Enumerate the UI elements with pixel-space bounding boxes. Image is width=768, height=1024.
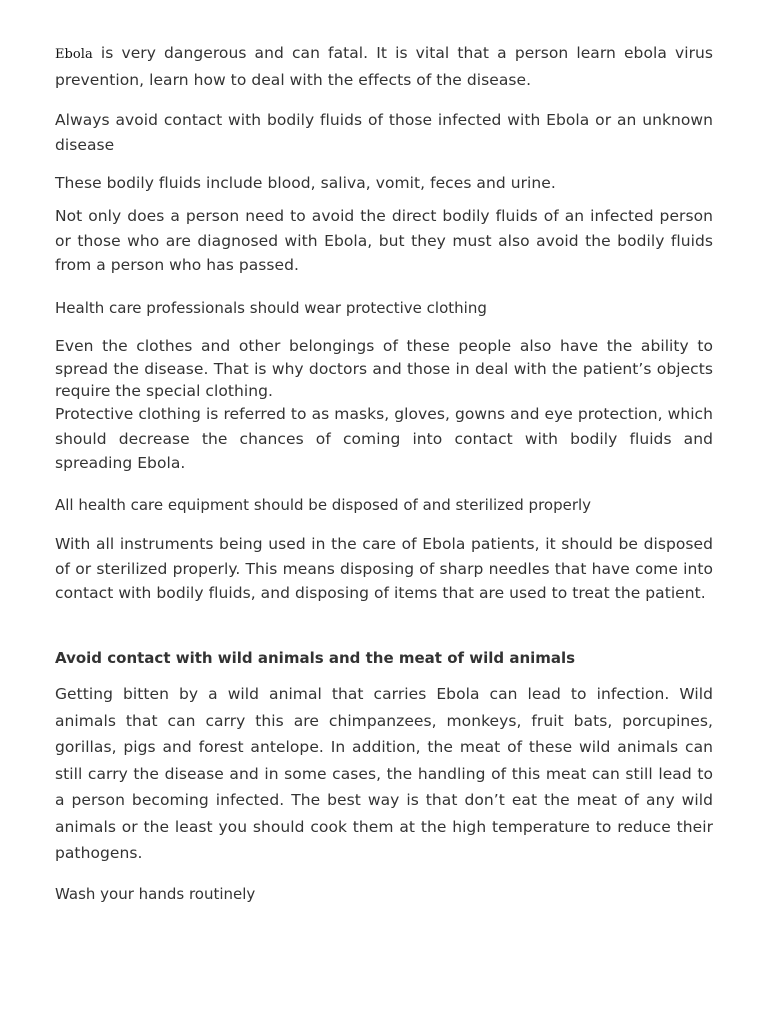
section-1-paragraph-2: Not only does a person need to avoid the direct bodily fluids of an infected person or those who are diagnosed with Ebola, but they must also avoid the bodily fluids from a person who has passed. [55, 207, 713, 274]
section-2-paragraph-2: Protective clothing is referred to as masks, gloves, gowns and eye protection, which should decrease the chances of coming into contact with bodily fluids and spreading Ebola. [55, 405, 713, 472]
intro-text: is very dangerous and can fatal. It is vital that a person learn ebola virus prevention, learn how to deal with the effects of the disease. [55, 44, 713, 89]
section-4-heading: Avoid contact with wild animals and the meat of wild animals [55, 649, 576, 667]
section-1-heading: Always avoid contact with bodily fluids of those infected with Ebola or an unknown disease [55, 111, 713, 154]
section-5-heading: Wash your hands routinely [55, 885, 256, 903]
section-1-paragraph-1: These bodily fluids include blood, saliva, vomit, feces and urine. [55, 174, 556, 192]
section-4-paragraph-1: Getting bitten by a wild animal that carries Ebola can lead to infection. Wild animals that can carry this are chimpanzees, monkeys, fruit bats, porcupines, gorillas, pigs and forest antelope. In addition, the meat of these wild animals can still carry the disease and in some cases, the handling of this meat can still lead to a person becoming infected. The best way is that don’t eat the meat of any wild animals or the least you should cook them at the high temperature to reduce their pathogens. [55, 685, 713, 862]
intro-lead-word: Ebola [55, 47, 93, 62]
section-2-heading: Health care professionals should wear protective clothing [55, 299, 487, 317]
section-2-paragraph-1: Even the clothes and other belongings of these people also have the ability to spread the disease. That is why doctors and those in deal with the patient’s objects require the special clothing. [55, 337, 713, 400]
intro-paragraph [55, 41, 713, 92]
section-3-heading: All health care equipment should be disposed of and sterilized properly [55, 496, 592, 514]
section-3-paragraph-1: With all instruments being used in the care of Ebola patients, it should be disposed of or sterilized properly. This means disposing of sharp needles that have come into contact with bodily fluids, and disposing of items that are used to treat the patient. [55, 535, 713, 602]
